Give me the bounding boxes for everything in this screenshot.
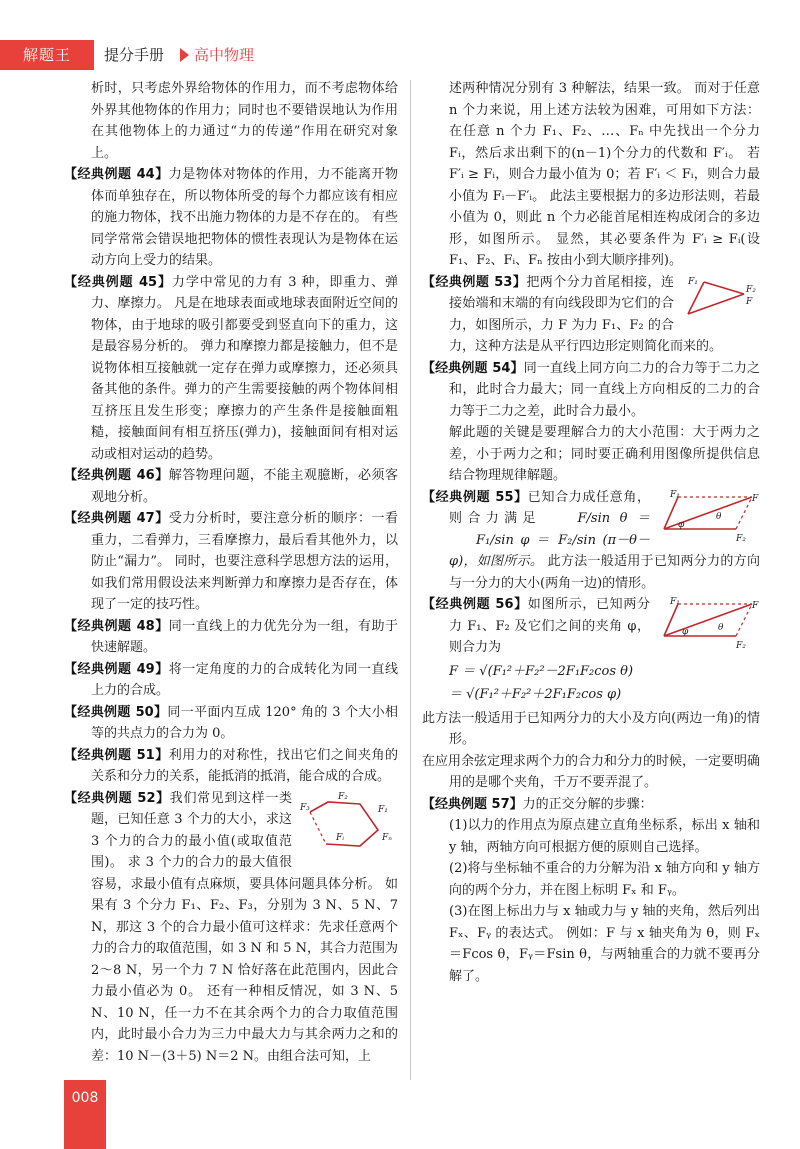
step-3: (3)在图上标出力与 x 轴或力与 y 轴的夹角，然后列出 Fₓ、Fᵧ 的表达式。 例如：F 与 x 轴夹角为 θ，则 Fₓ＝Fcos θ，Fᵧ＝Fsin θ，与两轴重合的力就不要再分解了。: [449, 904, 760, 984]
example-50: [64, 702, 398, 745]
paragraph: 解此题的关键是要理解合力的大小范围：大于两力之差，小于两力之和；同时要正确利用图像所提供信息结合物理规律解题。: [449, 425, 760, 483]
example-text: 利用力的对称性，找出它们之间夹角的关系和分力的关系，能抵消的抵消，能合成的合成。: [91, 747, 398, 784]
figure-label: F: [746, 296, 753, 307]
header-subject: 高中物理: [194, 46, 255, 64]
example-53: [422, 272, 760, 358]
example-text: 力学中常见的力有 3 种，即重力、弹力、摩擦力。 凡是在地球表面或地球表面附近空间的物体，由于地球的吸引都要受到竖直向下的重力，这是最容易分析的。 弹力和摩擦力都是接触力，但不是说物体相互接触就一定存在弹力或摩擦力，还必须具备其他的条件。弹力的产生需要接触的两个物体间相互挤压且发生形变；摩擦力的产生条件是接触面粗糙，接触面间有相互挤压(弹力)，接触面间有相对运动或相对运动的趋势。: [91, 274, 398, 462]
figure-label: φ: [682, 627, 689, 637]
example-text: 在应用余弦定理求两个力的合力和分力的时候，一定要明确用的是哪个夹角，千万不要弄混了。: [422, 753, 761, 790]
formula-sine-rule: F/sin θ ＝: [577, 511, 650, 526]
example-label: 【经典例题 56】: [422, 597, 528, 612]
example-text: 受力分析时，要注意分析的顺序：一看重力，二看弹力，三看摩擦力，最后看其他外力，以防止“漏力”。 同时，也要注意科学思想方法的运用，如我们常用假设法来判断弹力和摩擦力是否存在，体现了一定的技巧性。: [91, 511, 398, 612]
page-number: 008: [71, 1090, 99, 1106]
parallelogram-figure-56: [656, 596, 760, 654]
vector-f2: [704, 282, 744, 294]
example-text: 此方法一般适用于已知两分力的方向与一分力的大小(两角一边)的情形。: [449, 554, 760, 591]
figure-label: F₁: [378, 804, 388, 815]
figure-label: F₂: [736, 533, 746, 544]
example-label: 【经典例题 45】: [64, 274, 172, 290]
figure-label: θ: [716, 511, 722, 522]
example-label: 【经典例题 48】: [64, 618, 169, 634]
example-text: 如图所示，已知两分力 F₁、F₂ 及它们之间的夹角 φ，则合力为: [449, 597, 650, 655]
example-54: [422, 358, 760, 423]
example-label: 【经典例题 54】: [422, 360, 524, 376]
page-header: [0, 40, 800, 72]
example-label: 【经典例题 49】: [64, 661, 169, 677]
example-text: 力的正交分解的步骤：: [522, 796, 653, 812]
example-text: 同一平面内互成 120° 角的 3 个大小相等的共点力的合力为 0。: [91, 704, 398, 741]
force-polygon-figure: [298, 790, 398, 852]
triangle-rule-figure: [680, 274, 760, 324]
example-48: [64, 616, 398, 659]
example-text: 力是物体对物体的作用，力不能离开物体而单独存在，所以物体所受的每个力都应该有相应的施力物体，找不出施力物体的力是不存在的。 有些同学常常会错误地把物体的惯性表现认为是物体在运动方向上受力的结果。: [91, 167, 398, 268]
example-label: 【经典例题 53】: [422, 274, 527, 290]
vector-f: [664, 604, 752, 636]
figure-label: Fₙ: [382, 832, 392, 843]
closing-dashed-line: [310, 812, 326, 844]
example-text: 把两个分力首尾相接，连接始端和末端的有向线段即为它们的合力，如图所示，力 F 为力 F₁、F₂ 的合力，这种方法是从平行四边形定则简化而来的。: [449, 274, 723, 354]
example-45: [64, 272, 398, 466]
figure-label: F₁: [670, 597, 680, 607]
example-57: [422, 794, 760, 816]
example-51: [64, 745, 398, 788]
step-1: (1)以力的作用点为原点建立直角坐标系，标出 x 轴和 y 轴，两轴方向可根据方便的原则自己选择。: [449, 818, 760, 855]
example-label: 【经典例题 51】: [64, 747, 169, 763]
example-49: [64, 659, 398, 702]
figure-label: φ: [678, 519, 685, 530]
example-label: 【经典例题 47】: [64, 511, 169, 526]
example-text: 将一定角度的力的合成转化为同一直线上力的合成。: [91, 661, 398, 698]
example-text: 同一直线上同方向二力的合力等于二力之和，此时合力最大；同一直线上方向相反的二力的合力等于二力之差，此时合力最小。: [449, 360, 760, 419]
right-column: [422, 78, 760, 987]
example-47: [64, 508, 398, 616]
figure-label: F: [752, 493, 759, 504]
example-text: 解答物理问题，不能主观臆断，必须客观地分析。: [91, 468, 398, 505]
triangle-right-icon: [180, 48, 189, 62]
formula-cosine-rule: F ＝ √(F₁²＋F₂²－2F₁F₂cos θ): [449, 663, 634, 679]
figure-label: F₂: [338, 791, 348, 802]
example-text: 已知合力成任意角，则合力满足: [449, 489, 650, 526]
parallelogram-figure-55: [656, 489, 760, 547]
figure-label: F₂: [736, 641, 746, 651]
column-divider: [410, 80, 411, 1080]
header-booklet-name: 提分手册: [104, 46, 165, 64]
example-text: 我们常见到这样一类题，已知任意 3 个力的大小，求这 3 个力的合力的最小值(或取值范围)。 求 3 个力的合力的最大值很容易，求最小值有点麻烦，要具体问题具体分析。 如果有 3 个分力 F₁、F₂、F₃，分别为 3 N、5 N、7 N，那这 3 个的合力最小值可这样求：先求任意两个力的合力的取值范围，如 3 N 和 5 N，其合力范围为 2～8 N，另一个力 7 N 恰好落在此范围内，因此合力最小值必为 0。 还有一种相反情况，如 3 N、5 N、10 N，任一力不在其余两个力的合力取值范围内，此时最小合力为三力中最大力与其余两力之和的差：10 N－(3＋5) N＝2 N。由组合法可知，上: [91, 790, 398, 1064]
example-label: 【经典例题 44】: [64, 167, 169, 182]
example-46: [64, 465, 398, 508]
header-brand-tag: 解题王: [0, 40, 94, 70]
example-text: 此方法一般适用于已知两分力的大小及方向(两边一角)的情形。: [422, 710, 760, 747]
example-56: [422, 594, 760, 794]
figure-label: F₂: [746, 284, 756, 295]
left-column: [64, 78, 398, 1067]
formula-sine-rule-2: F₁/sin φ ＝ F₂/sin (π－θ－φ)，如图所示。: [449, 532, 650, 569]
figure-label: Fᵢ: [336, 832, 345, 843]
paragraph: 述两种情况分别有 3 种解法，结果一致。 而对于任意 n 个力来说，用上述方法较为困难，可用如下方法：在任意 n 个力 F₁、F₂、…、Fₙ 中先找出一个分力 Fᵢ，然后求出剩下的(n－1)个分力的代数和 F′ᵢ。 若 F′ᵢ ≥ Fᵢ，则合力最小值为 0；若 F′ᵢ ＜ Fᵢ，则合力最小值为 Fᵢ－F′ᵢ。 此法主要根据力的多边形法则，若最小值为 0，则此 n 个力必能首尾相连构成闭合的多边形，如图所示。 显然，其必要条件为 F′ᵢ ≥ Fᵢ(设 F₁、F₂、Fᵢ、Fₙ 按由小到大顺序排列)。: [449, 81, 760, 268]
figure-label: F: [752, 601, 759, 611]
example-label: 【经典例题 55】: [422, 489, 528, 505]
example-label: 【经典例题 52】: [64, 790, 170, 806]
example-44: [64, 164, 398, 272]
figure-label: F₁: [688, 276, 698, 287]
step-2: (2)将与坐标轴不重合的力分解为沿 x 轴方向和 y 轴方向的两个分力，并在图上标明 Fₓ 和 Fᵧ。: [449, 861, 760, 898]
example-52: [64, 788, 398, 1068]
example-label: 【经典例题 46】: [64, 468, 169, 483]
figure-label: θ: [718, 623, 724, 633]
example-label: 【经典例题 57】: [422, 796, 523, 812]
formula-cosine-rule-2: ＝ √(F₁²＋F₂²＋2F₁F₂cos φ): [449, 687, 622, 702]
figure-label: F₁: [670, 489, 680, 500]
paragraph: 析时，只考虑外界给物体的作用力，而不考虑物体给外界其他物体的作用力；同时也不要错误地认为作用在其他物体上的力通过“力的传递”作用在研究对象上。: [91, 81, 398, 161]
example-55: [422, 487, 760, 595]
figure-label: F₃: [300, 802, 310, 813]
example-text: 同一直线上的力优先分为一组，有助于快速解题。: [91, 618, 398, 655]
example-label: 【经典例题 50】: [64, 704, 168, 720]
